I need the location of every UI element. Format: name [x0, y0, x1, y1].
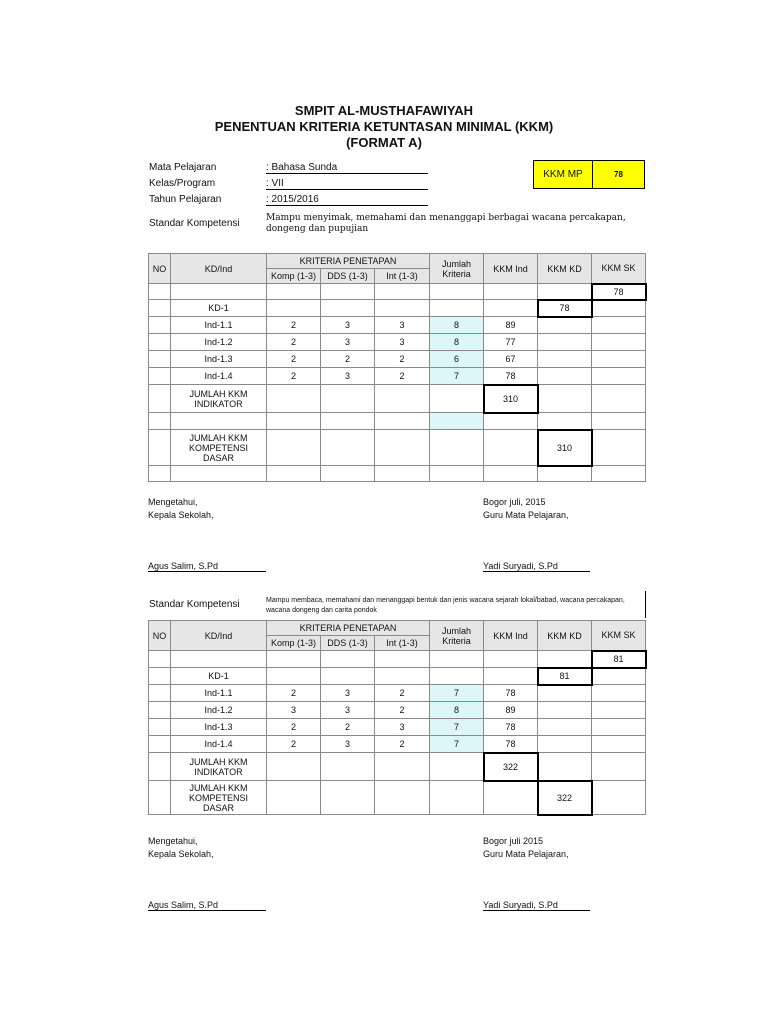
col-kkm-kd: KKM KD [538, 621, 592, 651]
col-komp: Komp (1-3) [267, 269, 321, 284]
col-no: NO [149, 621, 171, 651]
table-row [149, 334, 646, 351]
kepsek-label-1: Kepala Sekolah, [148, 510, 214, 520]
ind-label: Ind-1.3 [171, 719, 267, 736]
jumlah-ind-value: 322 [484, 753, 538, 781]
jumlah-value: 6 [430, 351, 484, 368]
dds-value: 3 [321, 317, 375, 334]
kkm-table-2 [148, 620, 647, 816]
jumlah-ind-label: JUMLAH KKM INDIKATOR [171, 385, 267, 413]
col-kkm-ind: KKM Ind [484, 254, 538, 284]
col-jumlah: Jumlah Kriteria [430, 254, 484, 284]
ind-label: Ind-1.4 [171, 736, 267, 753]
kkm-table-1 [148, 253, 647, 482]
col-kkm-sk: KKM SK [592, 254, 646, 284]
place-date-2: Bogor juli 2015 [483, 836, 544, 846]
col-kkm-kd: KKM KD [538, 254, 592, 284]
int-value: 2 [375, 685, 430, 702]
jumlah-value: 8 [430, 702, 484, 719]
jumlah-value: 8 [430, 317, 484, 334]
school-name: SMPIT AL-MUSTHAFAWIYAH [294, 103, 474, 118]
int-value: 2 [375, 368, 430, 385]
jumlah-value: 7 [430, 719, 484, 736]
sk-text-2: Mampu membaca, memahami dan menanggapi bentuk dan jenis wacana sejarah lokal/babad, wacana percakapan, wacana dongeng dan carita pondok [266, 597, 625, 614]
dds-value: 2 [321, 351, 375, 368]
col-dds: DDS (1-3) [321, 636, 375, 651]
jumlah-value: 7 [430, 736, 484, 753]
komp-value: 2 [267, 719, 321, 736]
col-kkm-sk: KKM SK [592, 621, 646, 651]
table-row [149, 351, 646, 368]
jumlah-kd-value: 310 [538, 430, 592, 466]
col-kriteria: KRITERIA PENETAPAN [267, 621, 430, 636]
sk-text-1: Mampu menyimak, memahami dan menanggapi berbagai wacana percakapan, dongeng dan pupujian [266, 213, 626, 234]
kkm-mp-label: KKM MP [534, 161, 593, 188]
kelas-label: Kelas/Program [149, 178, 216, 189]
kkm-ind-value: 78 [484, 368, 538, 385]
kepsek-name-2: Agus Salim, S.Pd [148, 900, 266, 911]
tahun-label: Tahun Pelajaran [149, 194, 222, 205]
kepsek-name-1: Agus Salim, S.Pd [148, 561, 266, 572]
kepsek-label-2: Kepala Sekolah, [148, 849, 214, 859]
dds-value: 3 [321, 736, 375, 753]
guru-name-1: Yadi Suryadi, S.Pd [483, 561, 590, 572]
kkm-kd-value: 81 [538, 668, 592, 685]
jumlah-value: 7 [430, 368, 484, 385]
sk-label-1: Standar Kompetensi [149, 218, 240, 229]
ind-label: Ind-1.4 [171, 368, 267, 385]
kkm-sk-value: 78 [592, 284, 646, 300]
kd-label: KD-1 [171, 300, 267, 317]
col-komp: Komp (1-3) [267, 636, 321, 651]
mengetahui-2: Mengetahui, [148, 836, 198, 846]
int-value: 3 [375, 317, 430, 334]
kkm-ind-value: 78 [484, 685, 538, 702]
komp-value: 2 [267, 368, 321, 385]
int-value: 2 [375, 736, 430, 753]
kkm-mp-value: 78 [614, 170, 623, 179]
format-label: (FORMAT A) [346, 135, 422, 150]
mapel-value: : Bahasa Sunda [266, 162, 428, 174]
dds-value: 3 [321, 702, 375, 719]
kkm-ind-value: 78 [484, 719, 538, 736]
kelas-value: : VII [266, 178, 428, 190]
jumlah-ind-value: 310 [484, 385, 538, 413]
kkm-ind-value: 89 [484, 702, 538, 719]
mengetahui-1: Mengetahui, [148, 497, 198, 507]
kd-label: KD-1 [171, 668, 267, 685]
ind-label: Ind-1.3 [171, 351, 267, 368]
komp-value: 2 [267, 334, 321, 351]
sk-label-2: Standar Kompetensi [149, 599, 240, 610]
jumlah-kd-label: JUMLAH KKM KOMPETENSI DASAR [171, 430, 267, 466]
col-int: Int (1-3) [375, 636, 430, 651]
col-kd: KD/Ind [171, 621, 267, 651]
place-date-1: Bogor juli, 2015 [483, 497, 546, 507]
dds-value: 2 [321, 719, 375, 736]
kkm-ind-value: 78 [484, 736, 538, 753]
komp-value: 2 [267, 736, 321, 753]
table-row [149, 719, 646, 736]
ind-label: Ind-1.1 [171, 685, 267, 702]
ind-label: Ind-1.1 [171, 317, 267, 334]
mapel-label: Mata Pelajaran [149, 162, 217, 173]
table-row [149, 317, 646, 334]
jumlah-kd-value: 322 [538, 781, 592, 815]
tahun-value: : 2015/2016 [266, 194, 428, 206]
jumlah-value: 7 [430, 685, 484, 702]
komp-value: 2 [267, 317, 321, 334]
dds-value: 3 [321, 368, 375, 385]
komp-value: 2 [267, 685, 321, 702]
komp-value: 2 [267, 351, 321, 368]
kkm-ind-value: 67 [484, 351, 538, 368]
kkm-ind-value: 89 [484, 317, 538, 334]
table-row [149, 368, 646, 385]
kkm-sk-value: 81 [592, 651, 646, 668]
col-dds: DDS (1-3) [321, 269, 375, 284]
col-kriteria: KRITERIA PENETAPAN [267, 254, 430, 269]
kkm-mp-box [533, 160, 645, 189]
table-row [149, 702, 646, 719]
kkm-kd-value: 78 [538, 300, 592, 317]
table-row [149, 685, 646, 702]
col-int: Int (1-3) [375, 269, 430, 284]
ind-label: Ind-1.2 [171, 334, 267, 351]
int-value: 3 [375, 719, 430, 736]
komp-value: 3 [267, 702, 321, 719]
col-kkm-ind: KKM Ind [484, 621, 538, 651]
col-jumlah: Jumlah Kriteria [430, 621, 484, 651]
ind-label: Ind-1.2 [171, 702, 267, 719]
int-value: 2 [375, 351, 430, 368]
divider [645, 591, 646, 618]
dds-value: 3 [321, 334, 375, 351]
int-value: 2 [375, 702, 430, 719]
dds-value: 3 [321, 685, 375, 702]
col-no: NO [149, 254, 171, 284]
table-row [149, 736, 646, 753]
guru-label-2: Guru Mata Pelajaran, [483, 849, 569, 859]
int-value: 3 [375, 334, 430, 351]
col-kd: KD/Ind [171, 254, 267, 284]
kkm-ind-value: 77 [484, 334, 538, 351]
jumlah-value: 8 [430, 334, 484, 351]
guru-label-1: Guru Mata Pelajaran, [483, 510, 569, 520]
document-title: PENENTUAN KRITERIA KETUNTASAN MINIMAL (KKM) [214, 119, 554, 134]
jumlah-kd-label: JUMLAH KKM KOMPETENSI DASAR [171, 781, 267, 815]
guru-name-2: Yadi Suryadi, S.Pd [483, 900, 590, 911]
jumlah-ind-label: JUMLAH KKM INDIKATOR [171, 753, 267, 781]
